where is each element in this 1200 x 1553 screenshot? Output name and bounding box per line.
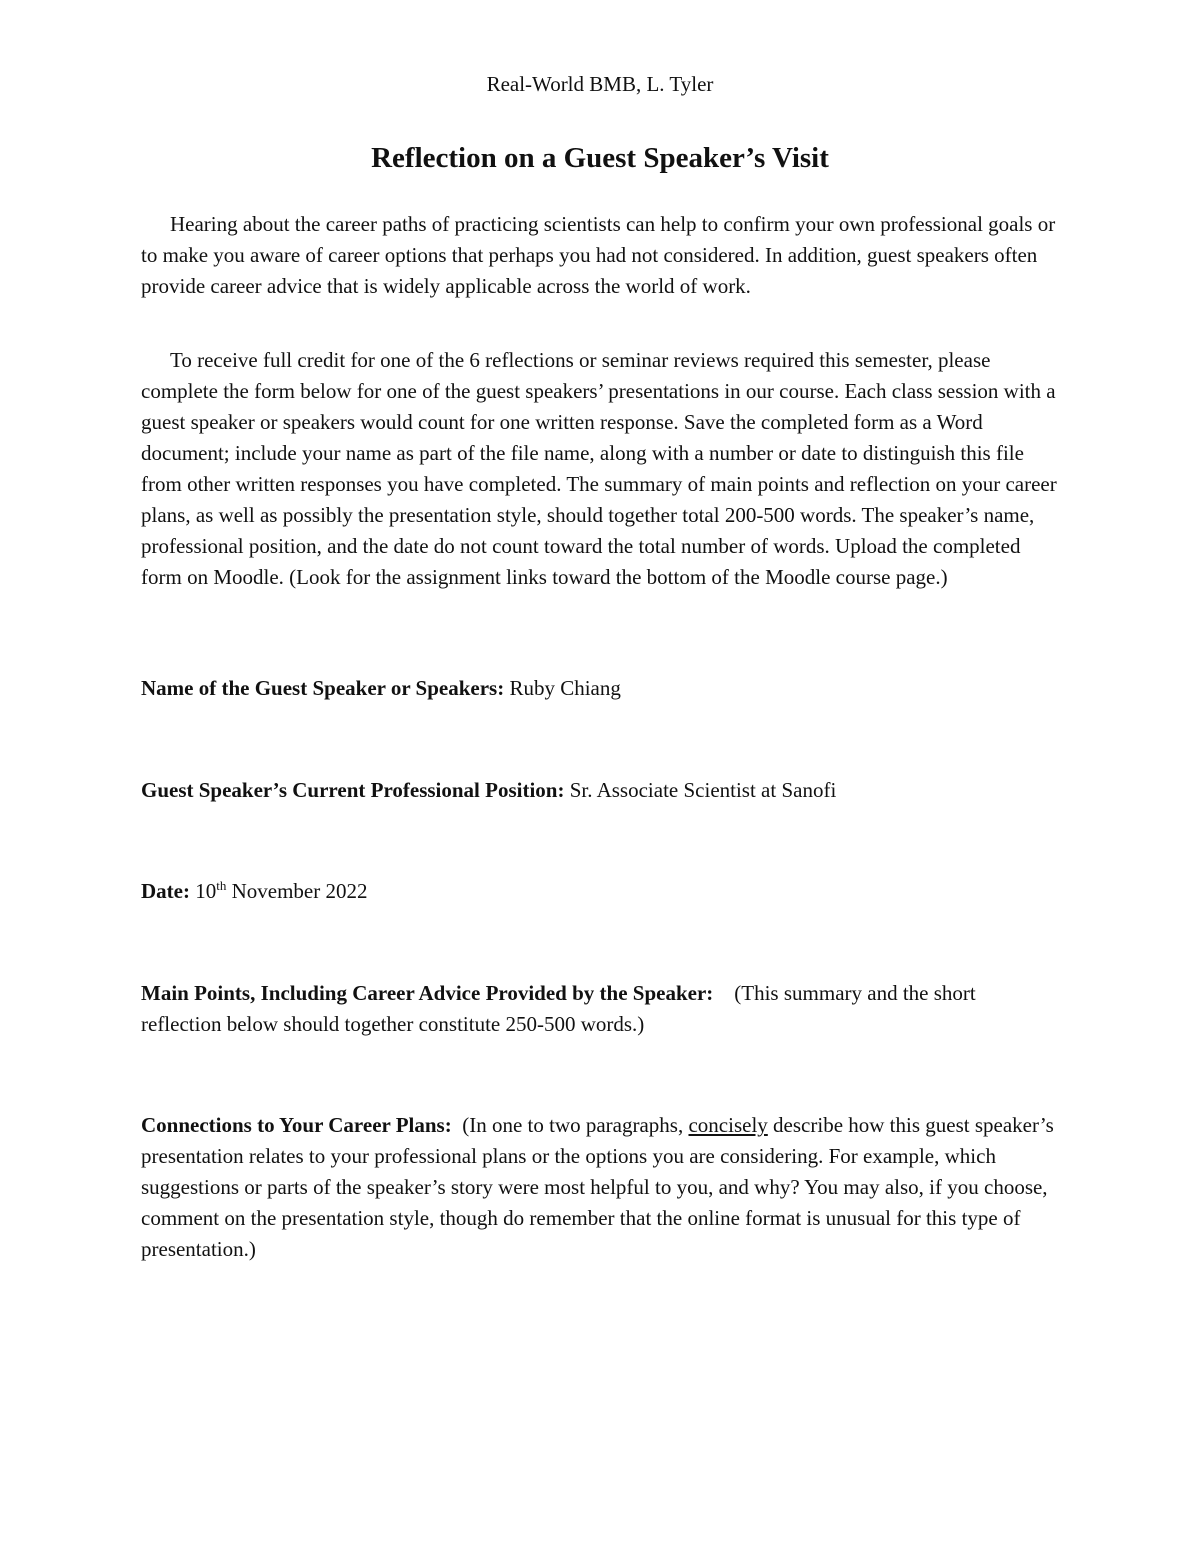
date-ordinal-suffix: th: [216, 878, 227, 893]
intro-paragraph-1: Hearing about the career paths of practicing scientists can help to confirm your own professional goals or to make you aware of career options that perhaps you had not considered. In addition, guest speakers often provide career advice that is widely applicable across the world of work.: [141, 212, 1056, 298]
speaker-name-value: Ruby Chiang: [509, 676, 621, 700]
date-field: [141, 876, 1061, 907]
date-day: 10: [195, 879, 217, 903]
intro-paragraph-2: To receive full credit for one of the 6 reflections or seminar reviews required this semester, please complete the form below for one of the guest speakers’ presentations in our course. Each class session with a guest speaker or speakers would count for one written response. Save the completed form as a Word document; include your name as part of the file name, along with a number or date to distinguish this file from other written responses you have completed. The summary of main points and reflection on your career plans, as well as possibly the presentation style, should together total 200-500 words. The speaker’s name, professional position, and the date do not count toward the total number of words. Upload the completed form on Moodle. (Look for the assignment links toward the bottom of the Moodle course page.): [141, 348, 1057, 589]
main-points-instructions: (This summary and the short reflection below should together constitute 250-500 words.): [141, 981, 976, 1036]
connections-label: Connections to Your Career Plans:: [141, 1113, 452, 1137]
speaker-name-field: [141, 673, 1061, 704]
speaker-position-label: Guest Speaker’s Current Professional Position:: [141, 778, 565, 802]
connections-instructions-start: (In one to two paragraphs,: [462, 1113, 689, 1137]
document-title: Reflection on a Guest Speaker’s Visit: [371, 142, 829, 174]
speaker-position-value: Sr. Associate Scientist at Sanofi: [569, 778, 837, 802]
main-points-field: [141, 978, 1061, 1040]
connections-instructions-rest: describe how this guest speaker’s presentation relates to your professional plans or the options you are considering. For example, which suggestions or parts of the speaker’s story were most helpful to you, and why? You may also, if you choose, comment on the presentation style, though do remember that the online format is unusual for this type of presentation.): [141, 1113, 1054, 1261]
connections-field: [141, 1110, 1061, 1265]
speaker-name-label: Name of the Guest Speaker or Speakers:: [141, 676, 505, 700]
course-header: Real-World BMB, L. Tyler: [486, 72, 714, 96]
date-label: Date:: [141, 879, 190, 903]
connections-emphasis: concisely: [688, 1113, 768, 1137]
speaker-position-field: [141, 775, 1061, 806]
date-month-year: November 2022: [231, 879, 368, 903]
main-points-label: Main Points, Including Career Advice Provided by the Speaker:: [141, 981, 714, 1005]
